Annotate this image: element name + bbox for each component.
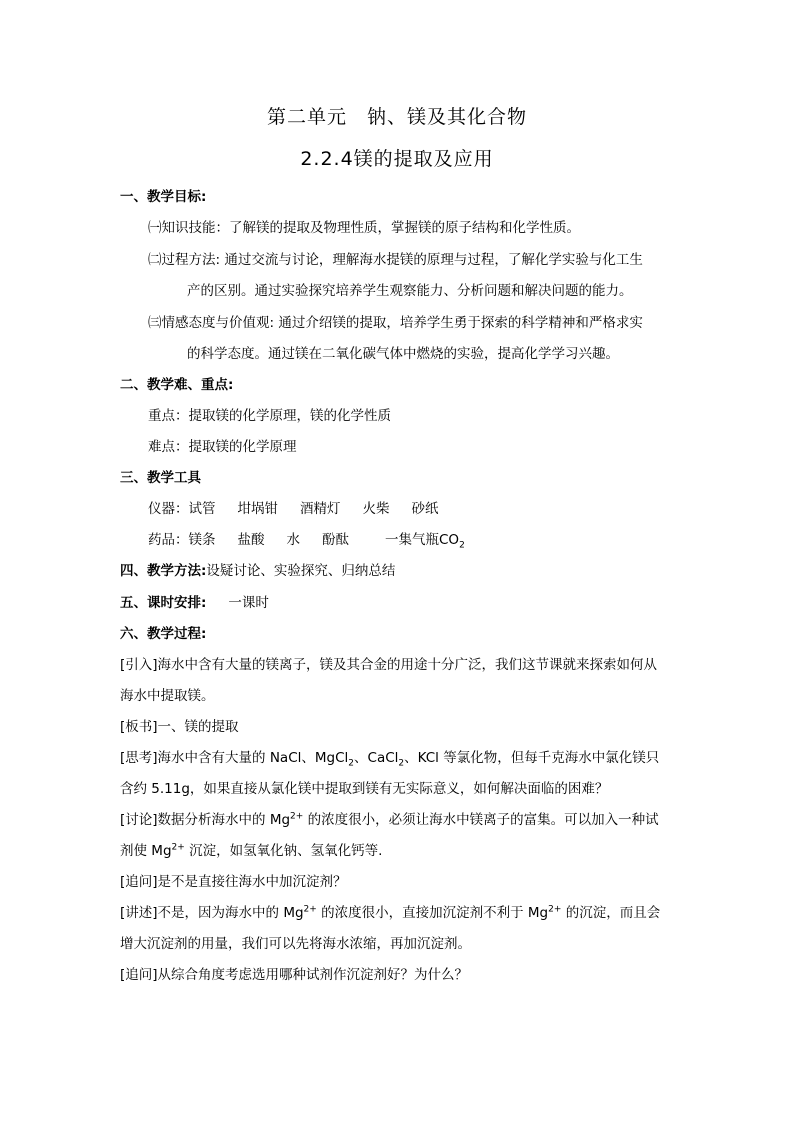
instrument-item: 火柴 [362,501,390,517]
lesson-title: 2.2.4镁的提取及应用 [300,148,494,170]
schedule-line [120,593,269,613]
reagent-item: 一集气瓶 [385,532,439,548]
think-line2: 含约 5.11g，如果直接从氯化镁中提取到镁有无实际意义，如何解决面临的困难？ [120,781,609,797]
board-note: [板书]一、镁的提取 [120,719,239,735]
instrument-item: 酒精灯 [300,501,341,517]
reagent-item: 水 [286,532,300,548]
difficult-point: 难点：提取镁的化学原理 [148,439,297,455]
objective-attitude-line2: 的科学态度。通过镁在二氧化碳气体中燃烧的实验，提高化学学习兴趣。 [187,346,619,362]
follow-up-question1: [追问]是不是直接往海水中加沉淀剂？ [120,874,347,890]
section-heading-keypoints: 二、教学难、重点: [120,377,234,393]
section-heading-process: 六、教学过程: [120,626,207,642]
section-heading-tools: 三、教学工具 [120,470,201,486]
instrument-item: 试管 [188,501,216,517]
section-heading-methods: 四、教学方法: [120,563,207,579]
objective-attitude-line1: ㈢情感态度与价值观: 通过介绍镁的提取，培养学生勇于探索的科学精神和严格求实 [148,315,643,331]
discussion-line2: 剂使 $Mg^{2+}$ 沉淀，如氢氧化钠、氢氧化钙等. [120,842,383,859]
reagent-item: 镁条 [188,532,216,548]
instrument-item: 坩埚钳 [237,501,278,517]
section-heading-schedule: 五、课时安排: [120,595,207,611]
objective-process-line2: 产的区别。通过实验探究培养学生观察能力、分析问题和解决问题的能力。 [187,283,633,299]
intro-line1: [引入]海水中含有大量的镁离子，镁及其合金的用途十分广泛，我们这节课就来探索如何从 [120,657,658,673]
explanation-line1: [讲述]不是，因为海水中的 $Mg^{2+}$ 的浓度很小，直接加沉淀剂不利于 $Mg^{2+}$ 的沉淀，而且会 [120,904,661,921]
methods-text: 设疑讨论、实验探究、归纳总结 [206,563,396,579]
instruments-label: 仪器： [148,501,189,517]
think-line1: [思考]海水中含有大量的 NaCl、MgCl$_2$、CaCl$_2$、KCl 等氯化物，但每千克海水中氯化镁只 [120,750,660,769]
explanation-line2: 增大沉淀剂的用量，我们可以先将海水浓缩，再加沉淀剂。 [120,936,471,952]
follow-up-question2: [追问]从综合角度考虑选用哪种试剂作沉淀剂好？为什么？ [120,967,469,983]
discussion-line1: [讨论]数据分析海水中的 $Mg^{2+}$ 的浓度很小，必须让海水中镁离子的富集。可以加入一种试 [120,811,659,828]
co2-formula: $CO_2$ [439,532,465,551]
schedule-text: 一课时 [228,595,269,611]
objective-process-line1: ㈡过程方法: 通过交流与讨论，理解海水提镁的原理与过程，了解化学实验与化工生 [148,252,643,268]
reagent-item: 酚酞 [322,532,349,548]
unit-title: 第二单元 钠、镁及其化合物 [266,106,527,128]
key-point: 重点：提取镁的化学原理，镁的化学性质 [148,408,391,424]
reagent-item: 盐酸 [237,532,265,548]
objective-knowledge: ㈠知识技能：了解镁的提取及物理性质，掌握镁的原子结构和化学性质。 [148,220,580,236]
reagents-label: 药品： [148,532,189,548]
instruments-line [148,499,439,519]
instrument-item: 砂纸 [411,501,439,517]
reagents-line [148,530,465,550]
methods-line [120,561,395,581]
section-heading-objectives: 一、教学目标: [120,189,207,205]
intro-line2: 海水中提取镁。 [120,688,215,704]
